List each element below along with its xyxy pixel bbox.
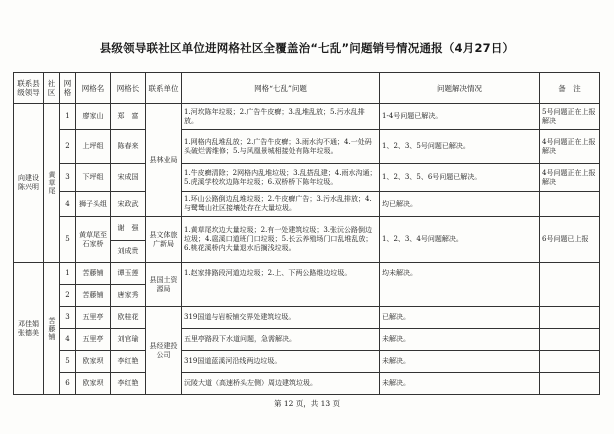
- grid-head: 宋政武: [111, 192, 146, 217]
- grid-name: 五里亭: [76, 307, 111, 329]
- problems-cell: 1.赵家排路段河道边垃圾；2.上、下两公路维边垃圾。: [182, 263, 380, 307]
- note-cell: [540, 192, 600, 217]
- grid-head: 唐家秀: [111, 285, 146, 307]
- table-row: [14, 329, 600, 351]
- table-row: [14, 104, 600, 130]
- status-cell: 未解决。: [380, 329, 540, 351]
- problems-cell: 1.河坎陈年垃圾；2.广告牛皮癣；3.乱堆乱放；5.污水乱排放。: [182, 104, 380, 130]
- grid-name: 五里亭: [76, 329, 111, 351]
- grid-name: 苦藤铺: [76, 263, 111, 285]
- grid-no: 6: [60, 373, 76, 395]
- grid-name: 狮子头组: [76, 192, 111, 217]
- header-cell: 网格长: [111, 73, 146, 104]
- note-cell: [540, 263, 600, 307]
- table-row: [14, 351, 600, 373]
- grid-name: 下坪组: [76, 164, 111, 192]
- table-row: [14, 307, 600, 329]
- table-row: [14, 192, 600, 217]
- status-cell: 1-4号问题已解决。: [380, 104, 540, 130]
- header-cell: 网格“七乱”问题: [182, 73, 380, 104]
- leader-cell: 向建设陈兴明: [14, 104, 44, 263]
- grid-head: 宋成国: [111, 164, 146, 192]
- problems-cell: 1.牛皮癣清除；2网格内乱堆垃圾；3.乱搭乱建；4.雨水沟通；5.虎溪学校坎边陈年垃圾；6.双桥桥下陈年垃圾。: [182, 164, 380, 192]
- grid-name: 欧家坝: [76, 351, 111, 373]
- grid-head: 李红艳: [111, 373, 146, 395]
- note-cell: 6号问题已上报: [540, 217, 600, 263]
- header-cell: 网格名: [76, 73, 111, 104]
- status-cell: 未解决。: [380, 373, 540, 395]
- unit-cell: 县文体旅广新局: [146, 217, 182, 263]
- table-row: [14, 164, 600, 192]
- header-cell: 社区: [44, 73, 60, 104]
- status-cell: 1、2、3、4号问题解决。: [380, 217, 540, 263]
- grid-name: 廖家山: [76, 104, 111, 130]
- status-cell: 1、2、3、5号问题已解决。: [380, 130, 540, 164]
- problems-cell: 1.环山公路倒边乱堆垃圾；2.牛皮癣广告；3.污水乱排放；4.与鹭鸶山社区接壤处存在大量垃圾。: [182, 192, 380, 217]
- grid-no: 4: [60, 329, 76, 351]
- grid-head: 郑 富: [111, 104, 146, 130]
- grid-no: 1: [60, 263, 76, 285]
- table-row: [14, 263, 600, 285]
- note-cell: [540, 329, 600, 351]
- header-cell: 联系县级领导: [14, 73, 44, 104]
- grid-head: 刘官瑜: [111, 329, 146, 351]
- note-cell: [540, 307, 600, 329]
- status-cell: 1、2、3、5、6号问题已解决。: [380, 164, 540, 192]
- problems-cell: 五里亭路段下水道问题，急需解决。: [182, 329, 380, 351]
- grid-no: 2: [60, 130, 76, 164]
- problems-cell: 沅陵大道（高速桥头左侧）周边建筑垃圾。: [182, 373, 380, 395]
- grid-no: 2: [60, 285, 76, 307]
- grid-head: 刘成贵: [111, 241, 146, 263]
- header-cell: 问题解决情况: [380, 73, 540, 104]
- table-row: [14, 130, 600, 164]
- leader-cell: 邓佳娟张德美: [14, 263, 44, 395]
- status-cell: 已解决。: [380, 307, 540, 329]
- table-row: [14, 217, 600, 241]
- note-cell: 4号问题正在上报解决: [540, 164, 600, 192]
- grid-head: 陈春来: [111, 130, 146, 164]
- header-row: [14, 73, 600, 104]
- grid-no: 5: [60, 217, 76, 263]
- grid-name: 苦藤铺: [76, 285, 111, 307]
- note-cell: [540, 373, 600, 395]
- grid-head: 欧桂花: [111, 307, 146, 329]
- community-cell: 苦藤铺: [44, 263, 60, 395]
- grid-name: 上坪组: [76, 130, 111, 164]
- grid-name: 黄草尾至石家桥: [76, 217, 111, 263]
- unit-cell: 县经建投公司: [146, 307, 182, 395]
- note-cell: 4号问题正在上报解决: [540, 130, 600, 164]
- status-cell: 均未解决。: [380, 263, 540, 307]
- grid-no: 3: [60, 164, 76, 192]
- unit-cell: 县林业局: [146, 104, 182, 217]
- grid-name: 欧家坝: [76, 373, 111, 395]
- report-table: [13, 72, 600, 395]
- grid-no: 3: [60, 307, 76, 329]
- grid-head: 谭玉莲: [111, 263, 146, 285]
- table-row: [14, 373, 600, 395]
- problems-cell: 319国道与岩板铺交界处建筑垃圾。: [182, 307, 380, 329]
- grid-no: 4: [60, 192, 76, 217]
- unit-cell: 县国土资源局: [146, 263, 182, 307]
- problems-cell: 319国道蓝溪河沿线两边垃圾。: [182, 351, 380, 373]
- grid-no: 1: [60, 104, 76, 130]
- header-cell: 网格: [60, 73, 76, 104]
- status-cell: 均已解决。: [380, 192, 540, 217]
- grid-head: 李红艳: [111, 351, 146, 373]
- header-cell: 联系单位: [146, 73, 182, 104]
- page-footer: 第 12 页，共 13 页: [273, 399, 341, 408]
- grid-no: 5: [60, 351, 76, 373]
- note-cell: [540, 351, 600, 373]
- community-cell: 黄草尾: [44, 104, 60, 263]
- grid-head: 谢 强: [111, 217, 146, 241]
- header-cell: 备 注: [540, 73, 600, 104]
- note-cell: 5号问题正在上报解决: [540, 104, 600, 130]
- status-cell: 未解决。: [380, 351, 540, 373]
- problems-cell: 1.黄草尾坎边大量垃圾；2.有一处建筑垃圾；3.张沅公路倒边垃圾；4.扈溪口道班门口垃圾；5.长云养殖场门口乱堆乱放；6.桃花溪桥内大量退水后搁浅垃圾。: [182, 217, 380, 263]
- problems-cell: 1.网格内乱堆乱放；2.广告牛皮癣；3.雨水沟不通；4.一处码头破烂需维修；5.与风凰景城相接处有陈年垃圾。: [182, 130, 380, 164]
- page-title: 县级领导联社区单位进网格社区全覆盖治“七乱”问题销号情况通报（4月27日）: [99, 41, 515, 55]
